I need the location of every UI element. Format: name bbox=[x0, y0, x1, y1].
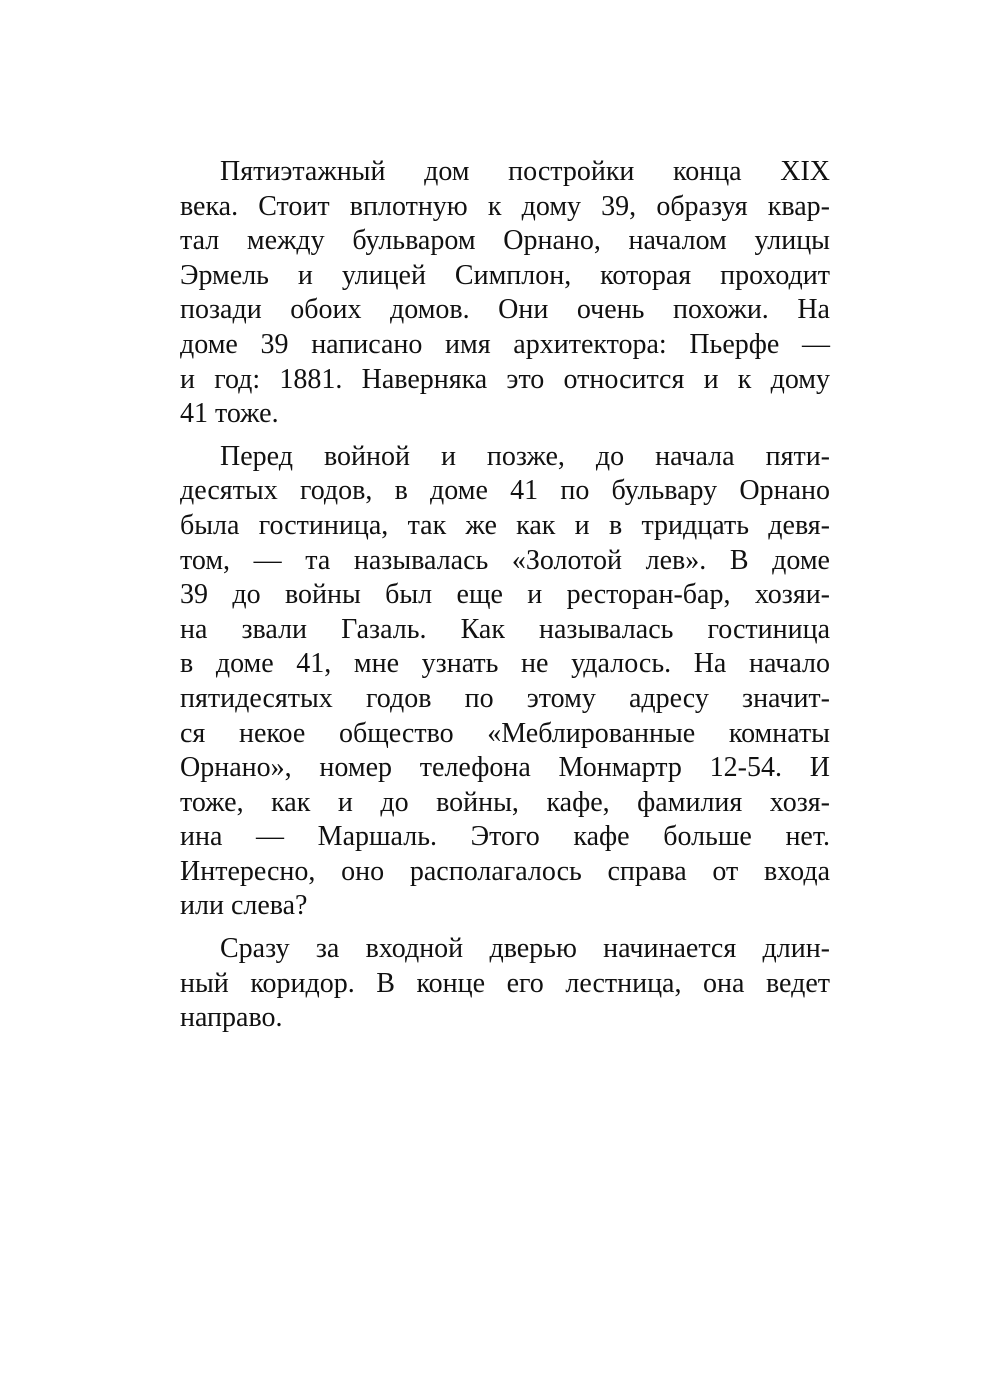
paragraph-1 bbox=[180, 155, 830, 432]
text-line: тоже, как и до войны, кафе, фамилия хозя- bbox=[180, 786, 830, 818]
text-line: тал между бульваром Орнано, началом улицы bbox=[180, 225, 830, 257]
text-line: 39 до войны был еще и ресторан-бар, хозяи- bbox=[180, 579, 830, 611]
text-line: ный коридор. В конце его лестница, она ведет bbox=[180, 967, 830, 999]
text-line: 41 тоже. bbox=[180, 398, 279, 430]
text-line: Перед войной и позже, до начала пяти- bbox=[220, 440, 830, 472]
text-line: Сразу за входной дверью начинается длин- bbox=[220, 933, 830, 965]
text-line: доме 39 написано имя архитектора: Пьерфе — bbox=[180, 328, 830, 360]
text-line: том, — та называлась «Золотой лев». В доме bbox=[180, 544, 830, 576]
text-line: Пятиэтажный дом постройки конца XIX bbox=[220, 156, 830, 187]
text-line: на звали Газаль. Как называлась гостиница bbox=[180, 613, 830, 645]
text-line: века. Стоит вплотную к дому 39, образуя квар- bbox=[180, 190, 830, 222]
text-line: ся некое общество «Меблированные комнаты bbox=[180, 717, 830, 749]
text-line: Интересно, оно располагалось справа от входа bbox=[180, 855, 830, 887]
paragraph-3 bbox=[180, 932, 830, 1036]
text-line: Эрмель и улицей Симплон, которая проходит bbox=[180, 259, 830, 291]
text-line: позади обоих домов. Они очень похожи. На bbox=[180, 294, 830, 326]
text-line: или слева? bbox=[180, 890, 308, 922]
text-line: в доме 41, мне узнать не удалось. На начало bbox=[180, 648, 830, 680]
text-line: пятидесятых годов по этому адресу значит- bbox=[180, 682, 830, 714]
text-line: была гостиница, так же как и в тридцать девя- bbox=[180, 509, 830, 541]
text-line: десятых годов, в доме 41 по бульвару Орнано bbox=[180, 475, 830, 507]
text-line: ина — Маршаль. Этого кафе больше нет. bbox=[180, 821, 830, 853]
text-line: направо. bbox=[180, 1002, 283, 1034]
text-line: и год: 1881. Наверняка это относится и к дому bbox=[180, 363, 830, 395]
body-text bbox=[180, 155, 830, 1044]
text-line: Орнано», номер телефона Монмартр 12-54. И bbox=[180, 752, 830, 784]
paragraph-2 bbox=[180, 440, 830, 924]
